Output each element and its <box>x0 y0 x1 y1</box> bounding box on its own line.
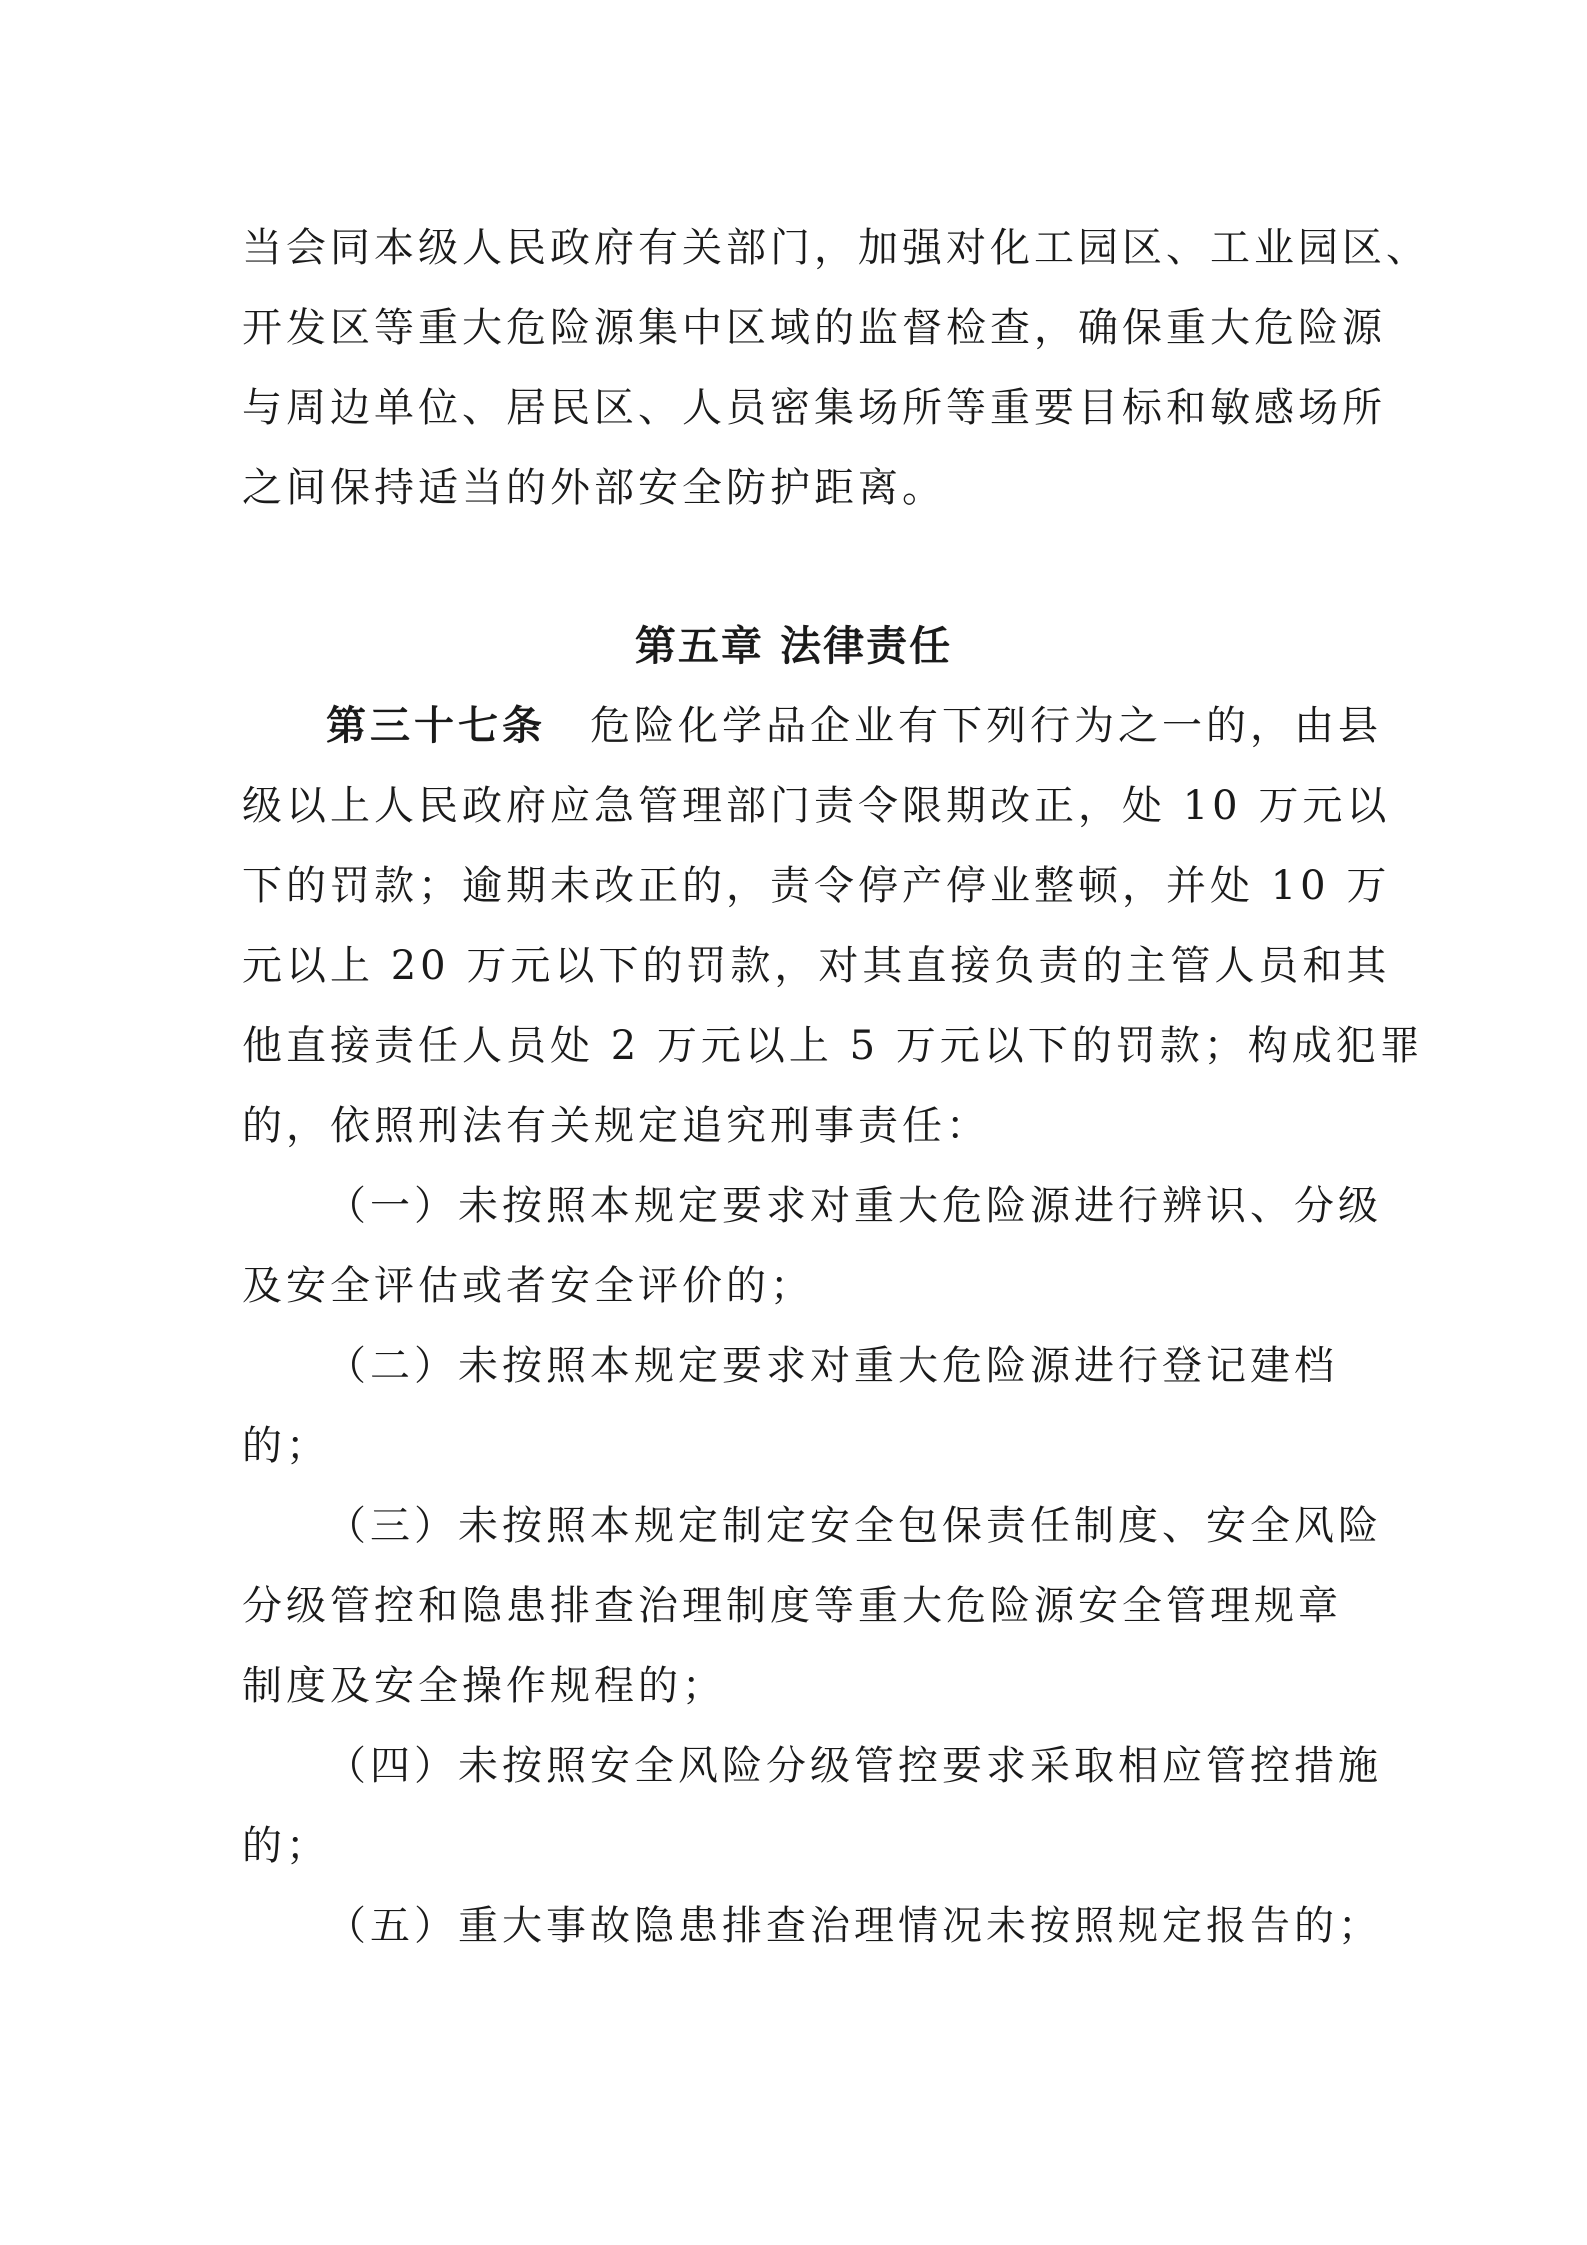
intro-line-2: 开发区等重大危险源集中区域的监督检查，确保重大危险源 <box>242 305 1386 351</box>
article-37-line-3: 下的罚款；逾期未改正的，责令停产停业整顿，并处 10 万 <box>242 863 1391 909</box>
article-37-line-4: 元以上 20 万元以下的罚款，对其直接负责的主管人员和其 <box>242 943 1391 989</box>
item-3-line-3: 制度及安全操作规程的； <box>242 1663 726 1709</box>
item-4-line-1: （四）未按照安全风险分级管控要求采取相应管控措施 <box>326 1743 1382 1789</box>
item-3-line-2: 分级管控和隐患排查治理制度等重大危险源安全管理规章 <box>242 1583 1342 1629</box>
article-37-label: 第三十七条 <box>326 703 546 749</box>
article-37-first-line-text: 危险化学品企业有下列行为之一的，由县 <box>590 703 1382 749</box>
item-1-line-1: （一）未按照本规定要求对重大危险源进行辨识、分级 <box>326 1183 1382 1229</box>
article-37-line-5: 他直接责任人员处 2 万元以上 5 万元以下的罚款；构成犯罪 <box>242 1023 1424 1069</box>
item-2-line-1: （二）未按照本规定要求对重大危险源进行登记建档 <box>326 1343 1338 1389</box>
intro-line-3: 与周边单位、居民区、人员密集场所等重要目标和敏感场所 <box>242 385 1386 431</box>
item-5-line-1: （五）重大事故隐患排查治理情况未按照规定报告的； <box>326 1903 1382 1949</box>
item-1-line-2: 及安全评估或者安全评价的； <box>242 1263 814 1309</box>
article-37-line-6: 的，依照刑法有关规定追究刑事责任： <box>242 1103 990 1149</box>
chapter-heading: 第五章 法律责任 <box>634 622 953 670</box>
intro-line-4: 之间保持适当的外部安全防护距离。 <box>242 465 946 511</box>
article-37-line-2: 级以上人民政府应急管理部门责令限期改正，处 10 万元以 <box>242 783 1391 829</box>
intro-line-1: 当会同本级人民政府有关部门，加强对化工园区、工业园区、 <box>242 225 1430 271</box>
item-2-line-2: 的； <box>242 1423 330 1469</box>
item-3-line-1: （三）未按照本规定制定安全包保责任制度、安全风险 <box>326 1503 1382 1549</box>
article-37-first-line <box>242 686 1382 766</box>
item-4-line-2: 的； <box>242 1823 330 1869</box>
